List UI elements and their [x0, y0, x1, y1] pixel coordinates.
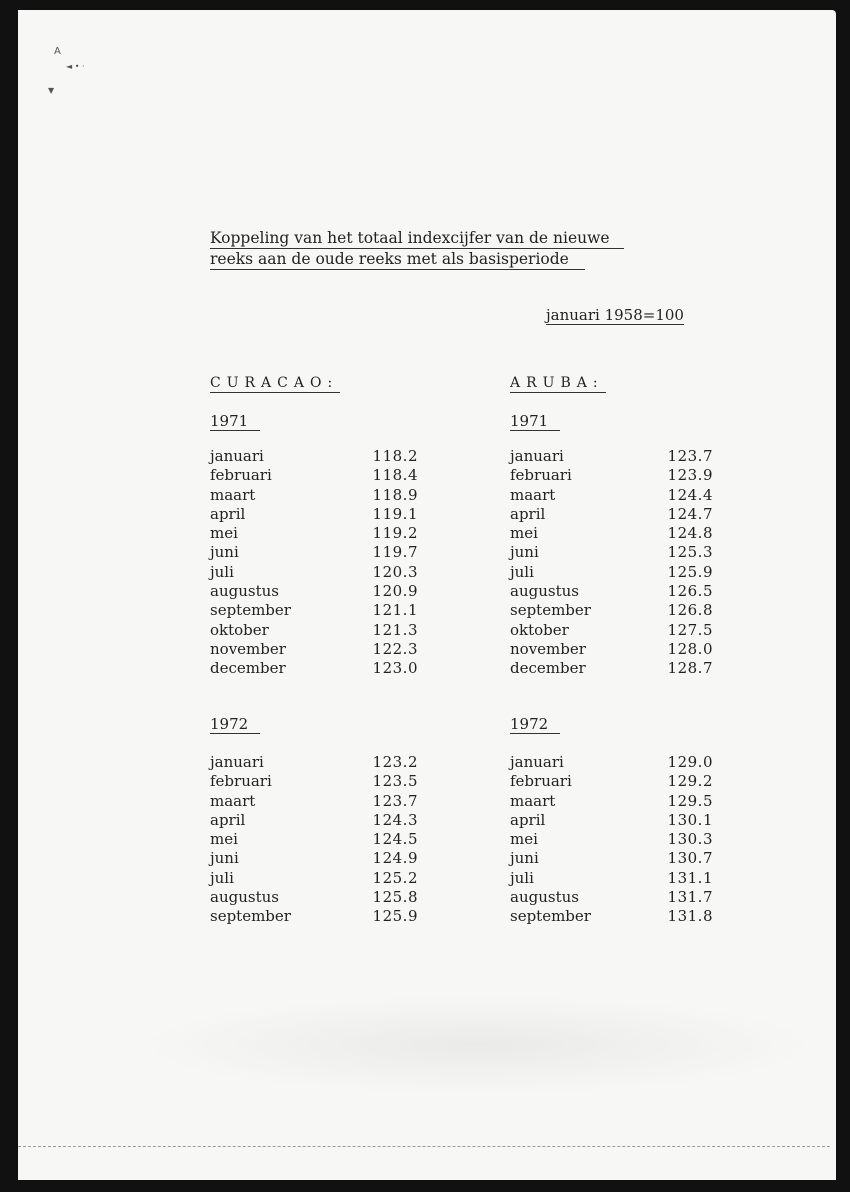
index-value: 121.1: [372, 601, 418, 620]
table-row: [210, 505, 418, 524]
table-row: [210, 830, 418, 849]
table-row: [510, 869, 713, 888]
index-value: 118.9: [372, 485, 418, 504]
index-value: 118.4: [372, 466, 418, 485]
index-value: 124.8: [667, 524, 713, 543]
month-label: september: [510, 601, 591, 620]
year-heading-aruba-1972: 1972: [510, 715, 560, 734]
index-value: 123.9: [667, 466, 713, 485]
index-value: 128.7: [667, 659, 713, 678]
month-label: april: [510, 504, 546, 523]
scan-smudge: [138, 995, 818, 1095]
index-value: 121.3: [372, 620, 418, 639]
month-label: april: [210, 810, 246, 829]
table-row: [210, 849, 418, 868]
month-label: februari: [510, 466, 572, 485]
month-label: augustus: [210, 888, 279, 907]
table-aruba-1972: [510, 753, 713, 927]
base-period: januari 1958=100: [546, 306, 684, 324]
index-value: 123.2: [372, 753, 418, 771]
table-row: [210, 524, 418, 543]
scanned-page: [18, 10, 836, 1180]
month-label: mei: [210, 524, 238, 543]
index-value: 129.2: [667, 772, 713, 791]
table-row: [510, 486, 713, 505]
index-value: 125.3: [667, 543, 713, 562]
table-row: [510, 792, 713, 811]
index-value: 126.8: [667, 601, 713, 620]
table-row: [510, 621, 713, 640]
title-line-2: reeks aan de oude reeks met als basisperiode: [210, 249, 585, 270]
table-row: [210, 601, 418, 620]
index-value: 118.2: [372, 447, 418, 465]
month-label: december: [510, 659, 586, 678]
index-value: 126.5: [667, 582, 713, 601]
table-row: [210, 543, 418, 562]
month-label: oktober: [210, 620, 269, 639]
table-row: [210, 582, 418, 601]
month-label: januari: [210, 753, 264, 771]
index-value: 123.0: [372, 659, 418, 678]
table-row: [210, 563, 418, 582]
month-label: augustus: [210, 582, 279, 601]
month-label: januari: [210, 447, 264, 465]
month-label: april: [210, 504, 246, 523]
table-row: [510, 753, 713, 772]
table-row: [510, 659, 713, 678]
index-value: 123.5: [372, 772, 418, 791]
table-row: [210, 659, 418, 678]
document-title: [210, 228, 624, 270]
table-row: [510, 524, 713, 543]
table-curacao-1972: [210, 753, 418, 927]
month-label: juni: [510, 849, 539, 868]
table-row: [510, 543, 713, 562]
table-row: [210, 811, 418, 830]
table-row: [510, 907, 713, 926]
index-value: 128.0: [667, 639, 713, 658]
index-value: 131.1: [667, 868, 713, 887]
month-label: mei: [510, 830, 538, 849]
month-label: mei: [210, 830, 238, 849]
table-row: [210, 486, 418, 505]
table-row: [210, 869, 418, 888]
month-label: mei: [510, 524, 538, 543]
table-aruba-1971: [510, 447, 713, 679]
month-label: maart: [510, 791, 556, 810]
index-value: 119.1: [372, 504, 418, 523]
table-row: [210, 753, 418, 772]
table-curacao-1971: [210, 447, 418, 679]
region-heading-aruba: ARUBA:: [510, 375, 604, 391]
index-value: 120.9: [372, 582, 418, 601]
month-label: april: [510, 810, 546, 829]
month-label: maart: [510, 485, 556, 504]
index-value: 120.3: [372, 562, 418, 581]
table-row: [210, 466, 418, 485]
month-label: juli: [510, 562, 534, 581]
month-label: augustus: [510, 888, 579, 907]
month-label: november: [510, 639, 586, 658]
table-row: [510, 582, 713, 601]
index-value: 124.4: [667, 485, 713, 504]
month-label: februari: [210, 772, 272, 791]
month-label: juni: [210, 543, 239, 562]
margin-mark-b: ▼: [48, 86, 55, 95]
table-row: [210, 772, 418, 791]
index-value: 127.5: [667, 620, 713, 639]
month-label: januari: [510, 753, 564, 771]
index-value: 124.5: [372, 830, 418, 849]
table-row: [210, 640, 418, 659]
month-label: juli: [210, 868, 234, 887]
index-value: 119.2: [372, 524, 418, 543]
month-label: juli: [510, 868, 534, 887]
month-label: maart: [210, 791, 256, 810]
index-value: 123.7: [667, 447, 713, 465]
table-row: [510, 505, 713, 524]
table-row: [210, 621, 418, 640]
margin-mark-a: A: [54, 46, 61, 57]
year-heading-curacao-1971: 1971: [210, 412, 260, 431]
month-label: juni: [510, 543, 539, 562]
index-value: 129.0: [667, 753, 713, 771]
table-row: [510, 601, 713, 620]
month-label: februari: [210, 466, 272, 485]
table-row: [210, 792, 418, 811]
year-heading-curacao-1972: 1972: [210, 715, 260, 734]
table-row: [210, 447, 418, 466]
index-value: 124.3: [372, 810, 418, 829]
month-label: maart: [210, 485, 256, 504]
table-row: [510, 888, 713, 907]
year-heading-aruba-1971: 1971: [510, 412, 560, 431]
index-value: 125.2: [372, 868, 418, 887]
index-value: 130.7: [667, 849, 713, 868]
region-heading-curacao: CURACAO:: [210, 375, 339, 391]
index-value: 129.5: [667, 791, 713, 810]
index-value: 119.7: [372, 543, 418, 562]
index-value: 122.3: [372, 639, 418, 658]
index-value: 124.9: [372, 849, 418, 868]
month-label: januari: [510, 447, 564, 465]
table-row: [510, 447, 713, 466]
index-value: 125.8: [372, 888, 418, 907]
scan-edge-line: [18, 1146, 830, 1147]
table-row: [210, 888, 418, 907]
month-label: november: [210, 639, 286, 658]
month-label: september: [210, 601, 291, 620]
month-label: oktober: [510, 620, 569, 639]
index-value: 125.9: [667, 562, 713, 581]
index-value: 125.9: [372, 907, 418, 926]
table-row: [510, 849, 713, 868]
title-line-1: Koppeling van het totaal indexcijfer van de nieuwe: [210, 228, 624, 249]
month-label: december: [210, 659, 286, 678]
month-label: augustus: [510, 582, 579, 601]
index-value: 124.7: [667, 504, 713, 523]
table-row: [210, 907, 418, 926]
table-row: [510, 830, 713, 849]
month-label: september: [510, 907, 591, 926]
month-label: juli: [210, 562, 234, 581]
table-row: [510, 563, 713, 582]
index-value: 131.8: [667, 907, 713, 926]
table-row: [510, 772, 713, 791]
month-label: september: [210, 907, 291, 926]
table-row: [510, 640, 713, 659]
index-value: 123.7: [372, 791, 418, 810]
table-row: [510, 811, 713, 830]
table-row: [510, 466, 713, 485]
index-value: 130.1: [667, 810, 713, 829]
index-value: 130.3: [667, 830, 713, 849]
index-value: 131.7: [667, 888, 713, 907]
month-label: februari: [510, 772, 572, 791]
month-label: juni: [210, 849, 239, 868]
margin-mark-arrow: ◄ • ·: [66, 62, 85, 71]
